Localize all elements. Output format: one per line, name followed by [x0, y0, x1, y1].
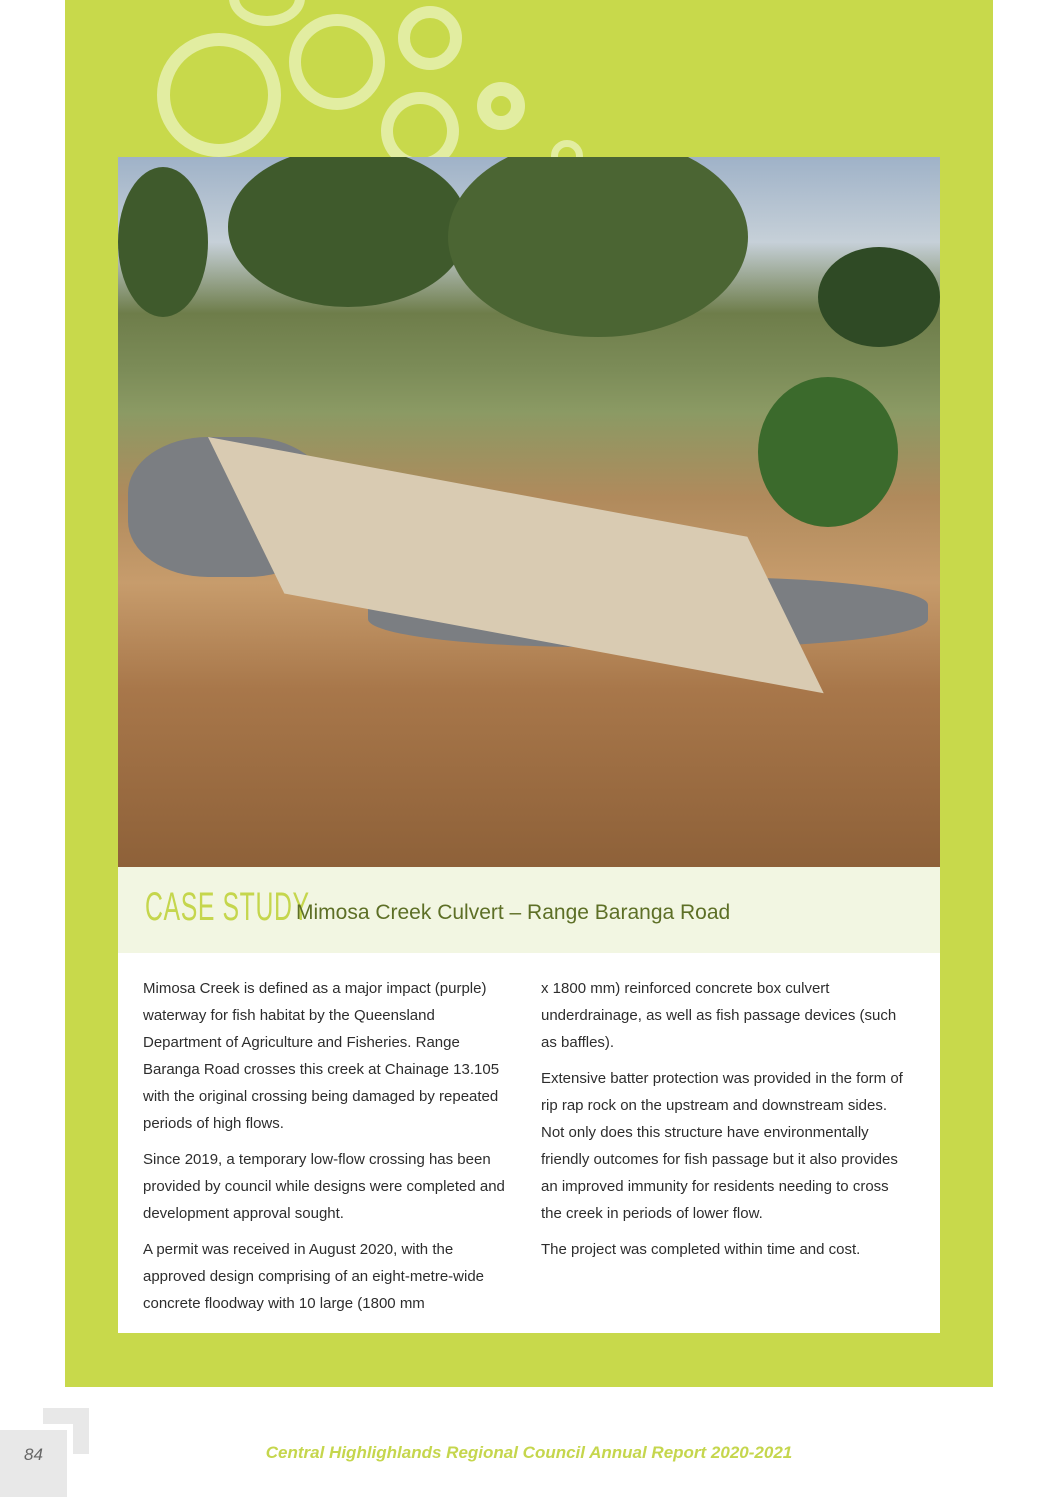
decorative-ring [289, 14, 385, 110]
decorative-ring [229, 0, 305, 26]
case-study-body [118, 953, 940, 1333]
paragraph: Extensive batter protection was provided in the form of rip rap rock on the upstream and downstream sides. Not only does this structure have environmentally friendly outcomes for fish passage but it also provides an improved immunity for residents needing to cross the creek in periods of lower flow. [541, 1070, 903, 1222]
case-study-label: CASE STUDY [145, 885, 310, 929]
decorative-ring [477, 82, 525, 130]
case-study-title: Mimosa Creek Culvert – Range Baranga Road [296, 901, 731, 924]
tree [758, 377, 898, 527]
decorative-ring [398, 6, 462, 70]
tree [818, 247, 940, 347]
paragraph: A permit was received in August 2020, with the approved design comprising of an eight-metre-wide concrete floodway with 10 large (1800 mm [143, 1241, 485, 1312]
paragraph: x 1800 mm) reinforced concrete box culvert underdrainage, as well as fish passage devices (such as baffles). [541, 980, 897, 1051]
paragraph: Since 2019, a temporary low-flow crossing has been provided by council while designs were completed and development approval sought. [143, 1151, 505, 1222]
tree [228, 157, 468, 307]
culvert-photo [118, 157, 940, 867]
case-study-header [118, 867, 940, 953]
paragraph: The project was completed within time and cost. [541, 1241, 861, 1258]
right-column [541, 975, 913, 1272]
left-column [143, 975, 515, 1326]
tree [448, 157, 748, 337]
page-number: 84 [24, 1445, 43, 1464]
footer-report-title: Central Highlighlands Regional Council Annual Report 2020-2021 [265, 1443, 793, 1462]
concrete-floodway [208, 437, 824, 693]
decorative-ring [157, 33, 281, 157]
tree [118, 167, 208, 317]
paragraph: Mimosa Creek is defined as a major impact (purple) waterway for fish habitat by the Queensland Department of Agriculture and Fisheries. Range Baranga Road crosses this creek at Chainage 13.105 with the original crossing being damaged by repeated periods of high flows. [143, 980, 500, 1132]
